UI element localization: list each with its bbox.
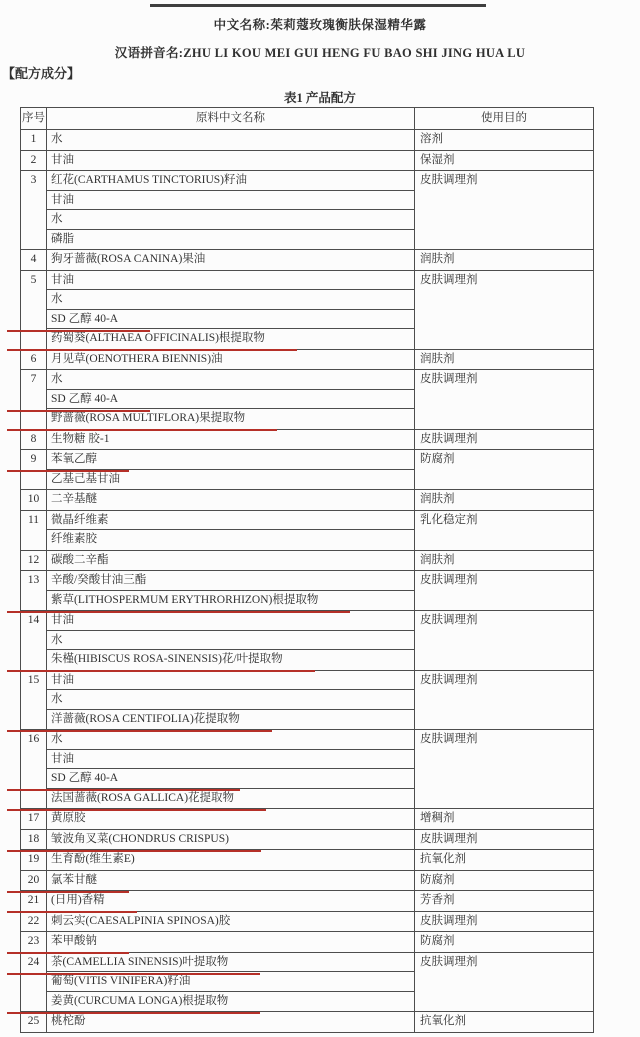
ingredient-name: 甘油 [51,673,74,686]
usage-purpose-cell: 抗氧化剂 [420,1015,466,1027]
table-header-row [21,108,593,130]
ingredient-name-red-underlined: 苯甲酸钠 [51,932,97,951]
row-serial-number: 22 [21,912,47,932]
usage-purpose-cell: 防腐剂 [420,453,455,465]
table-row [21,730,593,809]
ingredient-name: 水 [51,133,63,145]
ingredient-name: 乙基己基甘油 [51,472,120,485]
ingredient-subrow [47,551,414,571]
usage-purpose-cell: 润肤剂 [420,553,455,566]
ingredient-subrow [47,511,414,531]
ingredient-name: 甘油 [51,273,74,286]
header-ingredient-name: 原料中文名称 [47,108,415,129]
usage-purpose-cell: 皮肤调理剂 [420,432,478,445]
ingredient-name-red-underlined: SD 乙醇 40-A [51,769,118,788]
ingredient-name-cells [47,953,415,1012]
ingredient-name-cells [47,130,415,150]
row-serial-number: 24 [21,953,47,1012]
ingredient-name-cells [47,932,415,952]
ingredient-name: 二辛基醚 [51,493,97,505]
ingredient-name-cells [47,730,415,808]
ingredient-name: 甘油 [51,752,74,765]
ingredient-subrow [47,591,414,611]
ingredient-name-red-underlined: 茶(CAMELLIA SINENSIS)叶提取物 [51,953,228,972]
ingredient-subrow [47,671,414,691]
ingredient-subrow [47,953,414,973]
usage-purpose-cell: 皮肤调理剂 [420,832,478,845]
usage-purpose-cell: 皮肤调理剂 [420,174,478,186]
row-serial-number: 19 [21,850,47,870]
table-row [21,250,593,271]
table-row [21,171,593,250]
ingredient-subrow [47,290,414,310]
ingredient-name-cells [47,250,415,270]
ingredient-name: 黄原胶 [51,812,86,824]
ingredient-name: 红花(CARTHAMUS TINCTORIUS)籽油 [51,174,247,186]
ingredient-subrow [47,932,414,952]
ingredient-subrow [47,690,414,710]
row-serial-number: 11 [21,511,47,550]
ingredient-name-red-underlined: 姜黄(CURCUMA LONGA)根提取物 [51,992,228,1011]
ingredient-name: 水 [51,213,63,225]
ingredient-name: 葡萄(VITIS VINIFERA)籽油 [51,975,191,987]
usage-purpose-cell: 抗氧化剂 [420,853,466,865]
ingredient-name-red-underlined: 法国蔷薇(ROSA GALLICA)花提取物 [51,789,234,808]
ingredient-name-cells [47,912,415,932]
ingredient-subrow [47,310,414,330]
ingredient-name-cells [47,171,415,249]
ingredient-name: 刺云实(CAESALPINIA SPINOSA)胶 [51,914,231,927]
ingredient-name-red-underlined: 朱槿(HIBISCUS ROSA-SINENSIS)花/叶提取物 [51,650,283,669]
table-row [21,912,593,933]
row-serial-number: 16 [21,730,47,808]
ingredient-name-cells [47,611,415,670]
ingredient-subrow [47,850,414,870]
ingredient-name: 水 [51,693,63,705]
ingredient-name-cells [47,151,415,171]
row-serial-number: 8 [21,430,47,450]
ingredient-name-cells [47,350,415,370]
header-usage-purpose: 使用目的 [481,112,527,124]
usage-purpose-cell: 保湿剂 [420,153,455,166]
row-serial-number: 7 [21,370,47,429]
ingredient-name: 水 [51,293,63,305]
ingredient-name: 生育酚(维生素E) [51,853,135,865]
ingredient-name: 水 [51,373,63,385]
ingredient-subrow [47,750,414,770]
row-serial-number: 15 [21,671,47,730]
table-row [21,130,593,151]
ingredient-name-red-underlined: 皱波角叉菜(CHONDRUS CRISPUS) [51,830,229,849]
ingredient-subrow [47,972,414,992]
usage-purpose-cell: 防腐剂 [420,873,455,886]
table-row [21,450,593,490]
row-serial-number: 20 [21,871,47,891]
ingredient-name: 甘油 [51,193,74,206]
usage-purpose-cell: 皮肤调理剂 [420,273,478,286]
ingredient-name-cells [47,551,415,571]
usage-purpose-cell: 皮肤调理剂 [420,373,478,385]
table-row [21,1012,593,1032]
ingredient-subrow [47,789,414,809]
ingredient-name-cells [47,809,415,829]
row-serial-number: 12 [21,551,47,571]
ingredient-subrow [47,370,414,390]
ingredient-subrow [47,350,414,370]
row-serial-number: 17 [21,809,47,829]
ingredient-name-cells [47,571,415,610]
ingredient-subrow [47,710,414,730]
table-row [21,271,593,350]
row-serial-number: 23 [21,932,47,952]
ingredient-name: 微晶纤维素 [51,513,109,526]
table-row [21,571,593,611]
usage-purpose-cell: 增稠剂 [420,812,455,824]
header-serial-number: 序号 [21,108,47,129]
ingredient-name: 生物糖 胶-1 [51,432,110,445]
ingredient-subrow [47,409,414,429]
usage-purpose-cell: 润肤剂 [420,352,455,365]
ingredient-name-cells [47,830,415,850]
usage-purpose-cell: 溶剂 [420,133,443,145]
ingredient-name-cells [47,1012,415,1032]
ingredient-name-red-underlined: 氯苯甘醚 [51,871,97,890]
ingredient-subrow [47,992,414,1012]
ingredient-name-red-underlined: 野蔷薇(ROSA MULTIFLORA)果提取物 [51,409,245,428]
table-row [21,850,593,871]
usage-purpose-cell: 皮肤调理剂 [420,733,478,745]
ingredient-name-red-underlined: (日用)香精 [51,891,105,910]
row-serial-number: 3 [21,171,47,249]
table-row [21,430,593,451]
ingredient-name-red-underlined: 苯氧乙醇 [51,450,97,469]
ingredient-subrow [47,611,414,631]
ingredient-subrow [47,490,414,510]
usage-purpose-cell: 皮肤调理剂 [420,614,478,626]
ingredient-name-cells [47,871,415,891]
ingredient-name: 甘油 [51,614,74,626]
ingredient-subrow [47,191,414,211]
ingredient-name: 碳酸二辛酯 [51,553,109,566]
ingredient-subrow [47,230,414,250]
table-row [21,891,593,912]
usage-purpose-cell: 润肤剂 [420,253,455,265]
section-label-formula: 【配方成分】 [2,66,81,81]
ingredient-subrow [47,571,414,591]
table-row [21,932,593,953]
row-serial-number: 18 [21,830,47,850]
usage-purpose-cell: 润肤剂 [420,493,455,505]
usage-purpose-cell: 皮肤调理剂 [420,673,478,686]
ingredient-name-cells [47,850,415,870]
table-row [21,611,593,671]
row-serial-number: 21 [21,891,47,911]
ingredient-name: 狗牙蔷薇(ROSA CANINA)果油 [51,253,206,265]
ingredient-name-red-underlined: SD 乙醇 40-A [51,310,118,329]
row-serial-number: 10 [21,490,47,510]
table-row [21,370,593,430]
ingredient-name-cells [47,490,415,510]
ingredient-name-cells [47,450,415,489]
table-row [21,350,593,371]
table-body [21,130,593,1032]
ingredient-subrow [47,470,414,490]
ingredient-subrow [47,390,414,410]
ingredient-subrow [47,769,414,789]
ingredient-name: 磷脂 [51,232,74,245]
ingredient-subrow [47,530,414,550]
table-row [21,830,593,851]
ingredient-subrow [47,809,414,829]
ingredient-subrow [47,271,414,291]
row-serial-number: 25 [21,1012,47,1032]
ingredient-name: 水 [51,633,63,646]
table-row [21,551,593,572]
table-row [21,151,593,172]
ingredient-subrow [47,912,414,932]
formula-table [20,107,594,1033]
row-serial-number: 2 [21,151,47,171]
usage-purpose-cell: 防腐剂 [420,935,455,947]
ingredient-subrow [47,730,414,750]
ingredient-name-red-underlined: 药蜀葵(ALTHAEA OFFICINALIS)根提取物 [51,329,265,348]
ingredient-subrow [47,650,414,670]
usage-purpose-cell: 芳香剂 [420,894,455,906]
row-serial-number: 9 [21,450,47,489]
ingredient-name-cells [47,671,415,730]
ingredient-subrow [47,171,414,191]
ingredient-subrow [47,250,414,270]
ingredient-name-cells [47,891,415,911]
ingredient-subrow [47,631,414,651]
product-chinese-name: 中文名称:茱莉蔻玫瑰衡肤保湿精华露 [213,18,427,32]
ingredient-name-cells [47,271,415,349]
row-serial-number: 14 [21,611,47,670]
row-serial-number: 5 [21,271,47,349]
product-pinyin-name: 汉语拼音名:ZHU LI KOU MEI GUI HENG FU BAO SHI JING HUA LU [114,46,526,60]
ingredient-name: 辛酸/癸酸甘油三酯 [51,574,147,586]
usage-purpose-cell: 皮肤调理剂 [420,914,478,927]
ingredient-name-cells [47,370,415,429]
usage-purpose-cell: 皮肤调理剂 [420,955,478,968]
ingredient-subrow [47,871,414,891]
ingredient-name-red-underlined: SD 乙醇 40-A [51,390,118,409]
ingredient-name-cells [47,511,415,550]
ingredient-name: 月见草(OENOTHERA BIENNIS)油 [51,352,223,365]
ingredient-name: 纤维素胶 [51,533,97,545]
row-serial-number: 4 [21,250,47,270]
table-row [21,511,593,551]
table-caption: 表1 产品配方 [284,91,356,105]
table-row [21,953,593,1013]
usage-purpose-cell: 皮肤调理剂 [420,574,478,586]
ingredient-name-cells [47,430,415,450]
ingredient-subrow [47,1012,414,1032]
ingredient-subrow [47,450,414,470]
ingredient-subrow [47,891,414,911]
row-serial-number: 13 [21,571,47,610]
row-serial-number: 1 [21,130,47,150]
table-row [21,490,593,511]
ingredient-name: 桃柁酚 [51,1015,86,1027]
ingredient-subrow [47,130,414,150]
ingredient-name-red-underlined: 洋蔷薇(ROSA CENTIFOLIA)花提取物 [51,710,240,729]
table-row [21,871,593,892]
ingredient-subrow [47,210,414,230]
ingredient-name: 甘油 [51,153,74,166]
ingredient-subrow [47,430,414,450]
ingredient-subrow [47,830,414,850]
top-horizontal-rule [150,4,486,7]
table-row [21,671,593,731]
ingredient-subrow [47,329,414,349]
ingredient-subrow [47,151,414,171]
table-row [21,809,593,830]
ingredient-name-red-underlined: 紫草(LITHOSPERMUM ERYTHRORHIZON)根提取物 [51,591,318,610]
usage-purpose-cell: 乳化稳定剂 [420,513,478,526]
ingredient-name: 水 [51,733,63,745]
row-serial-number: 6 [21,350,47,370]
